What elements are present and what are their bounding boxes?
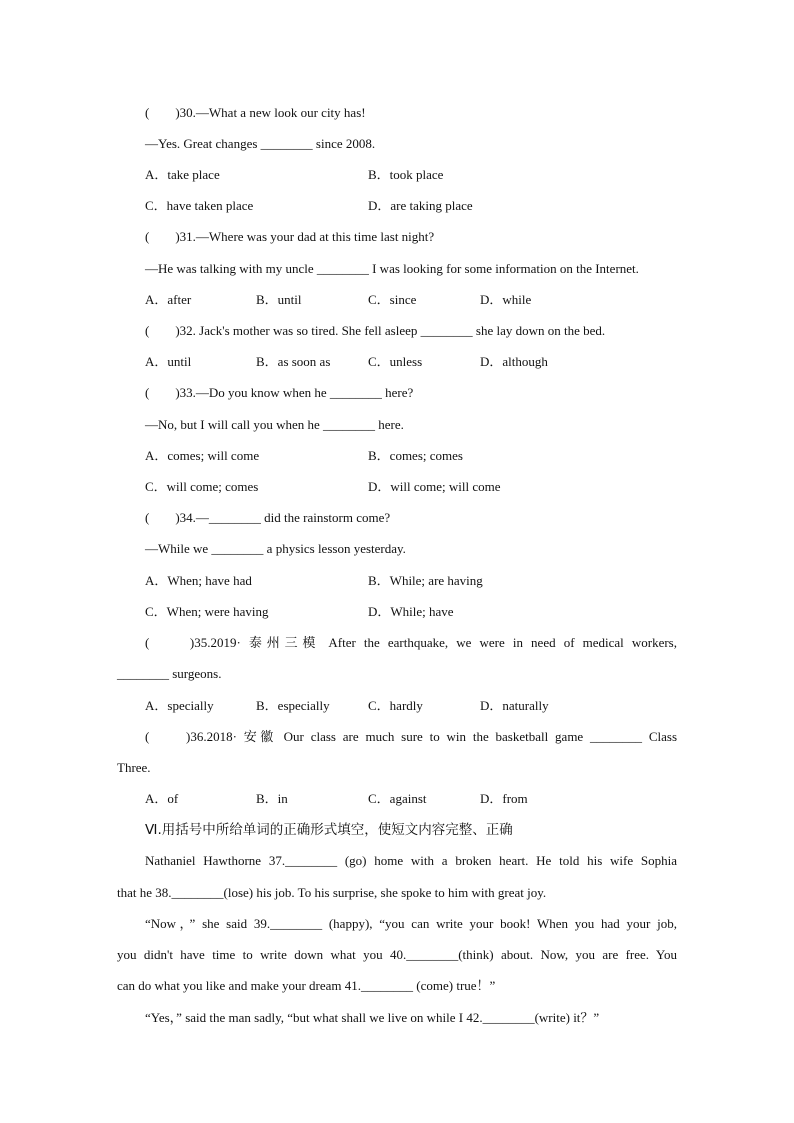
- question-30-option-c: C．have taken place: [145, 198, 254, 213]
- question-35-option-b: B．especially: [256, 698, 330, 713]
- question-32-option-a: A．until: [145, 354, 192, 369]
- question-30-option-d: D．are taking place: [368, 198, 473, 213]
- question-32-stem: ( )32. Jack's mother was so tired. She fell asleep ________ she lay down on the bed.: [145, 323, 606, 338]
- question-35-option-a: A．specially: [145, 698, 214, 713]
- question-32-option-c: C．unless: [368, 354, 423, 369]
- section-6-heading: Ⅵ.用括号中所给单词的正确形式填空，使短文内容完整、正确: [145, 822, 513, 838]
- question-36-option-b: B．in: [256, 791, 288, 806]
- question-31-option-d: D．while: [480, 292, 532, 307]
- question-36-option-c: C．against: [368, 791, 427, 806]
- question-34-reply: —While we ________ a physics lesson yesterday.: [145, 541, 406, 556]
- question-33-stem: ( )33.—Do you know when he ________ here?: [145, 385, 414, 400]
- question-33-option-b: B．comes; comes: [368, 448, 463, 463]
- question-31-option-a: A．after: [145, 292, 192, 307]
- question-33-option-a: A．comes; will come: [145, 448, 260, 463]
- question-34-option-b: B．While; are having: [368, 573, 483, 588]
- question-36-continuation: Three.: [117, 760, 151, 775]
- question-31-option-b: B．until: [256, 292, 302, 307]
- question-36-option-a: A．of: [145, 791, 179, 806]
- question-33-reply: —No, but I will call you when he ________ here.: [145, 417, 404, 432]
- question-30-option-a: A．take place: [145, 167, 220, 182]
- question-34-option-c: C．When; were having: [145, 604, 269, 619]
- question-30-reply: —Yes. Great changes ________ since 2008.: [145, 136, 376, 151]
- question-35-option-c: C．hardly: [368, 698, 423, 713]
- passage-paragraph-2-line-2: you didn't have time to write down what you 40.________(think) about. Now, you are free. You: [117, 947, 677, 962]
- question-30-option-b: B．took place: [368, 167, 444, 182]
- question-34-option-a: A．When; have had: [145, 573, 252, 588]
- question-33-option-c: C．will come; comes: [145, 479, 259, 494]
- question-35-option-d: D．naturally: [480, 698, 549, 713]
- question-30-stem: ( )30.—What a new look our city has!: [145, 105, 366, 120]
- question-34-option-d: D．While; have: [368, 604, 454, 619]
- question-31-stem: ( )31.—Where was your dad at this time last night?: [145, 229, 435, 244]
- question-33-option-d: D．will come; will come: [368, 479, 501, 494]
- passage-paragraph-2-line-3: can do what you like and make your dream 41.________ (come) true！”: [117, 978, 496, 993]
- passage-paragraph-1-line-2: that he 38.________(lose) his job. To his surprise, she spoke to him with great joy.: [117, 885, 547, 900]
- question-31-reply: —He was talking with my uncle ________ I was looking for some information on the Internet.: [145, 261, 639, 276]
- question-35-continuation: ________ surgeons.: [117, 666, 222, 681]
- passage-paragraph-3-line-1: “Yes，” said the man sadly, “but what shall we live on while I 42.________(write) it？”: [145, 1010, 600, 1025]
- question-32-option-d: D．although: [480, 354, 548, 369]
- question-36-option-d: D．from: [480, 791, 528, 806]
- question-35-stem: ( )35.2019· 泰州三模 After the earthquake, we were in need of medical workers,: [145, 635, 677, 650]
- passage-paragraph-1-line-1: Nathaniel Hawthorne 37.________ (go) home with a broken heart. He told his wife Sophia: [145, 853, 677, 868]
- question-36-stem: ( )36.2018· 安徽 Our class are much sure to win the basketball game ________ Class: [145, 729, 677, 744]
- question-34-stem: ( )34.—________ did the rainstorm come?: [145, 510, 391, 525]
- passage-paragraph-2-line-1: “Now，” she said 39.________ (happy), “you can write your book! When you had your job,: [145, 916, 677, 931]
- question-31-option-c: C．since: [368, 292, 417, 307]
- question-32-option-b: B．as soon as: [256, 354, 331, 369]
